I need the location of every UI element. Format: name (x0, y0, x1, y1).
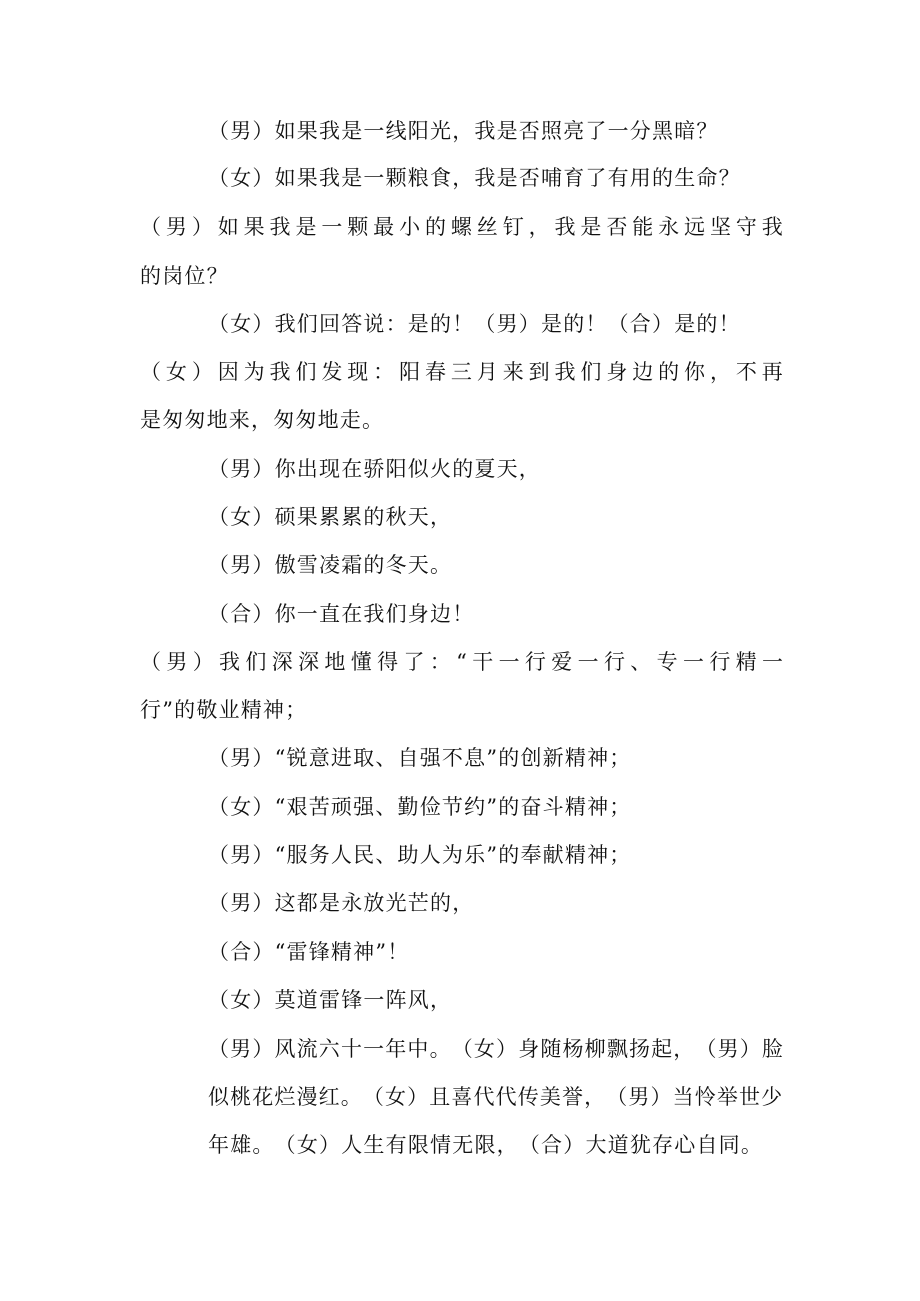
paragraph-line-8: （男）你出现在骄阳似火的夏天， (208, 457, 541, 481)
paragraph-line-6: （ 女 ） 因 为 我 们 发 现 ： 阳 春 三 月 来 到 我 们 身 边 的 你 ， 不 再 (140, 360, 783, 384)
paragraph-line-4: 的岗位？ (140, 264, 229, 288)
paragraph-line-12: （ 男 ） 我 们 深 深 地 懂 得 了 ： “ 干 一 行 爱 一 行 、 专 一 行 精 一 (140, 650, 783, 674)
paragraph-line-10: （男）傲雪凌霜的冬天。 (208, 553, 453, 577)
paragraph-line-16: （男）“服务人民、助人为乐”的奉献精神； (208, 843, 632, 867)
paragraph-line-2: （女）如果我是一颗粮食，我是否哺育了有用的生命？ (208, 166, 741, 190)
paragraph-line-18: （合）“雷锋精神”！ (208, 940, 410, 964)
paragraph-line-14: （男）“锐意进取、自强不息”的创新精神； (208, 746, 632, 770)
paragraph-line-7: 是匆匆地来，匆匆地走。 (140, 408, 385, 432)
verse-line-3: 年 雄 。 （ 女 ） 人 生 有 限 情 无 限 ， （ 合 ） 大 道 犹 存 心 自 同 。 (208, 1133, 763, 1157)
paragraph-line-15: （女）“艰苦顽强、勤俭节约”的奋斗精神； (208, 795, 632, 819)
paragraph-line-1: （男）如果我是一线阳光，我是否照亮了一分黑暗？ (208, 119, 719, 143)
paragraph-line-5: （女）我们回答说：是的！（男）是的！（合）是的！ (208, 312, 741, 336)
paragraph-line-3: （ 男 ） 如 果 我 是 一 颗 最 小 的 螺 丝 钉 ， 我 是 否 能 永 远 坚 守 我 (140, 215, 783, 239)
verse-line-2: 似 桃 花 烂 漫 红 。 （ 女 ） 且 喜 代 代 传 美 誉 ， （ 男 ） 当 怜 举 世 少 (208, 1085, 783, 1109)
paragraph-line-19: （女）莫道雷锋一阵风， (208, 988, 453, 1012)
paragraph-line-17: （男）这都是永放光芒的， (208, 891, 475, 915)
paragraph-line-9: （女）硕果累累的秋天， (208, 505, 453, 529)
paragraph-line-13: 行”的敬业精神； (140, 698, 308, 722)
verse-line-1: （ 男 ） 风 流 六 十 一 年 中 。 （ 女 ） 身 随 杨 柳 飘 扬 起 ， （ 男 ） 脸 (208, 1037, 783, 1061)
paragraph-line-11: （合）你一直在我们身边！ (208, 602, 475, 626)
